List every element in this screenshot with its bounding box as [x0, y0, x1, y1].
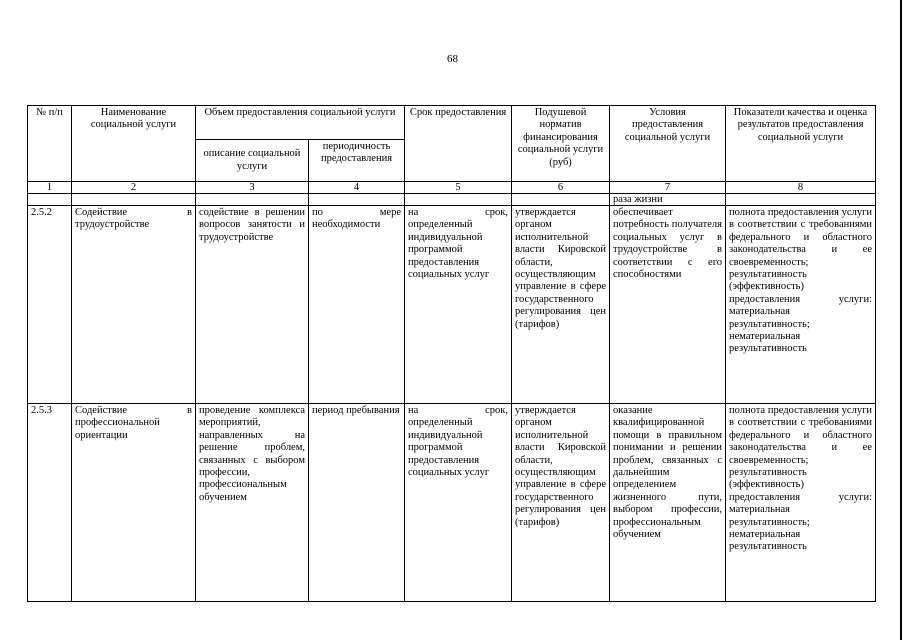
service-term: на срок, определенный индивидуальной программой предоставления социальных услуг: [405, 404, 512, 602]
header-norm: Подушевой норматив финансирования социальной услуги (руб): [512, 106, 610, 182]
column-number: 1: [28, 182, 72, 194]
service-norm: утверждается органом исполнительной власти Кировской области, осуществляющим управление в сфере государственного регулирования цен (тарифов): [512, 206, 610, 404]
column-number: 5: [405, 182, 512, 194]
service-name: Содействие в трудоустройстве: [72, 206, 196, 404]
service-periodicity: по мере необходимости: [309, 206, 405, 404]
header-volume-group: Объем предоставления социальной услуги: [196, 106, 405, 140]
service-conditions: оказание квалифицированной помощи в правильном понимании и решении проблем, связанных с дальнейшим определением жизненного пути, выбором профессии, профессиональным обучением: [610, 404, 726, 602]
service-norm: утверждается органом исполнительной власти Кировской области, осуществляющим управление в сфере государственного регулирования цен (тарифов): [512, 404, 610, 602]
header-row: [28, 106, 876, 140]
page-number: 68: [447, 53, 458, 65]
header-conditions: Условия предоставления социальной услуги: [610, 106, 726, 182]
service-quality: полнота предоставления услуги в соответствии с требованиями федерального и областного законодательства и ее своевременность; результативность (эффективность) предоставления услуги: материальная результативность; нематериальная результативность: [726, 404, 876, 602]
header-number: № п/п: [28, 106, 72, 182]
header-term: Срок предоставления: [405, 106, 512, 182]
continuation-cell: раза жизни: [610, 194, 726, 206]
header-quality: Показатели качества и оценка результатов предоставления социальной услуги: [726, 106, 876, 182]
service-description: проведение комплекса мероприятий, направленных на решение проблем, связанных с выбором профессии, профессиональным обучением: [196, 404, 309, 602]
row-number: 2.5.2: [28, 206, 72, 404]
column-number: 4: [309, 182, 405, 194]
column-number: 2: [72, 182, 196, 194]
service-quality: полнота предоставления услуги в соответствии с требованиями федерального и областного законодательства и ее своевременность; результативность (эффективность) предоставления услуги: материальная результативность; нематериальная результативность: [726, 206, 876, 404]
header-service-name: Наименование социальной услуги: [72, 106, 196, 182]
row-number: 2.5.3: [28, 404, 72, 602]
service-conditions: обеспечивает потребность получателя социальных услуг в трудоустройстве в соответствии с его способностями: [610, 206, 726, 404]
column-number-row: [28, 182, 876, 194]
column-number: 8: [726, 182, 876, 194]
service-periodicity: период пребывания: [309, 404, 405, 602]
service-name: Содействие в профессиональной ориентации: [72, 404, 196, 602]
service-description: содействие в решении вопросов занятости и трудоустройстве: [196, 206, 309, 404]
column-number: 6: [512, 182, 610, 194]
service-term: на срок, определенный индивидуальной программой предоставления социальных услуг: [405, 206, 512, 404]
header-periodicity: периодичность предоставления: [309, 140, 405, 182]
services-table: [27, 105, 876, 602]
column-number: 7: [610, 182, 726, 194]
page-edge-line: [900, 0, 902, 640]
table-row: [28, 404, 876, 602]
header-description: описание социальной услуги: [196, 140, 309, 182]
column-number: 3: [196, 182, 309, 194]
continuation-row: [28, 194, 876, 206]
table-row: [28, 206, 876, 404]
